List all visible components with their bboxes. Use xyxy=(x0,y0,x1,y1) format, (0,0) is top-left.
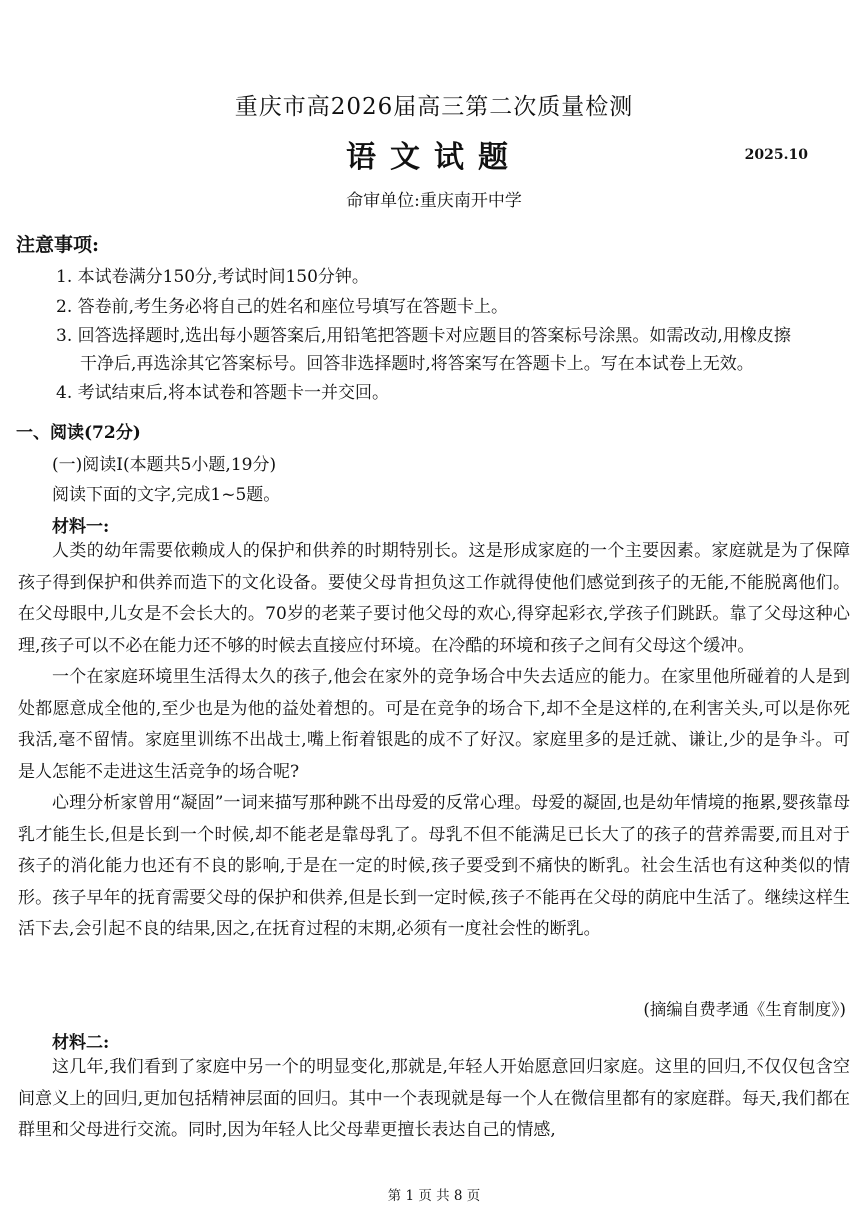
page-footer: 第 1 页 共 8 页 xyxy=(387,1188,481,1204)
material1-paragraph: 一个在家庭环境里生活得太久的孩子,他会在家外的竞争场合中失去适应的能力。在家里他所碰着的人是到处都愿意成全他的,至少也是为他的益处着想的。可是在竞争的场合下,却不全是这样的,在利害关头,可以是你死我活,毫不留情。家庭里训练不出战士,嘴上衔着银匙的成不了好汉。家庭里多的是迁就、谦让,少的是争斗。可是人怎能不走进这生活竞争的场合呢? xyxy=(18,667,850,782)
material1-label: 材料一: xyxy=(52,517,110,537)
subsection-title: (一)阅读Ⅰ(本题共5小题,19分) xyxy=(52,455,277,475)
material1-paragraph: 人类的幼年需要依赖成人的保护和供养的时期特别长。这是形成家庭的一个主要因素。家庭就是为了保障孩子得到保护和供养而造下的文化设备。要使父母肯担负这工作就得使他们感觉到孩子的无能,不能脱离他们。在父母眼中,儿女是不会长大的。70岁的老莱子要讨他父母的欢心,得穿起彩衣,学孩子们跳跃。靠了父母这种心理,孩子可以不必在能力还不够的时候去直接应付环境。在冷酷的环境和孩子之间有父母这个缓冲。 xyxy=(18,541,850,656)
instruction: 阅读下面的文字,完成1~5题。 xyxy=(52,485,281,505)
material2-paragraph: 这几年,我们看到了家庭中另一个的明显变化,那就是,年轻人开始愿意回归家庭。这里的回归,不仅仅包含空间意义上的回归,更加包括精神层面的回归。其中一个表现就是每一个人在微信里都有的家庭群。每天,我们都在群里和父母进行交流。同时,因为年轻人比父母辈更擅长表达自己的情感, xyxy=(18,1057,850,1140)
material2-text xyxy=(18,1052,850,1147)
exam-date: 2025.10 xyxy=(744,147,808,163)
citation: (摘编自费孝通《生育制度》) xyxy=(643,1000,846,1019)
material1-text xyxy=(18,536,850,946)
notice-item-4: 4. 考试结束后,将本试卷和答题卡一并交回。 xyxy=(56,383,390,403)
subject-title: 语文试题 xyxy=(346,140,522,175)
notice-item-1: 1. 本试卷满分150分,考试时间150分钟。 xyxy=(56,267,369,287)
section-title: 一、阅读(72分) xyxy=(16,423,141,443)
notice-heading: 注意事项: xyxy=(16,234,100,256)
notice-item-3: 3. 回答选择题时,选出每小题答案后,用铅笔把答题卡对应题目的答案标号涂黑。如需改动,用橡皮擦 xyxy=(56,326,791,346)
notice-item-3-cont: 干净后,再选涂其它答案标号。回答非选择题时,将答案写在答题卡上。写在本试卷上无效。 xyxy=(80,354,754,374)
material1-paragraph: 心理分析家曾用“凝固”一词来描写那种跳不出母爱的反常心理。母爱的凝固,也是幼年情境的拖累,婴孩靠母乳才能生长,但是长到一个时候,却不能老是靠母乳了。母乳不但不能满足已长大了的孩子的营养需要,而且对于孩子的消化能力也还有不良的影响,于是在一定的时候,孩子要受到不痛快的断乳。社会生活也有这种类似的情形。孩子早年的抚育需要父母的保护和供养,但是长到一定时候,孩子不能再在父母的荫庇中生活了。继续这样生活下去,会引起不良的结果,因之,在抚育过程的末期,必须有一度社会性的断乳。 xyxy=(18,793,850,939)
material2-label: 材料二: xyxy=(52,1033,110,1053)
setter-unit: 命审单位:重庆南开中学 xyxy=(346,191,522,211)
exam-title: 重庆市高2026届高三第二次质量检测 xyxy=(234,94,634,120)
notice-item-2: 2. 答卷前,考生务必将自己的姓名和座位号填写在答题卡上。 xyxy=(56,297,509,317)
